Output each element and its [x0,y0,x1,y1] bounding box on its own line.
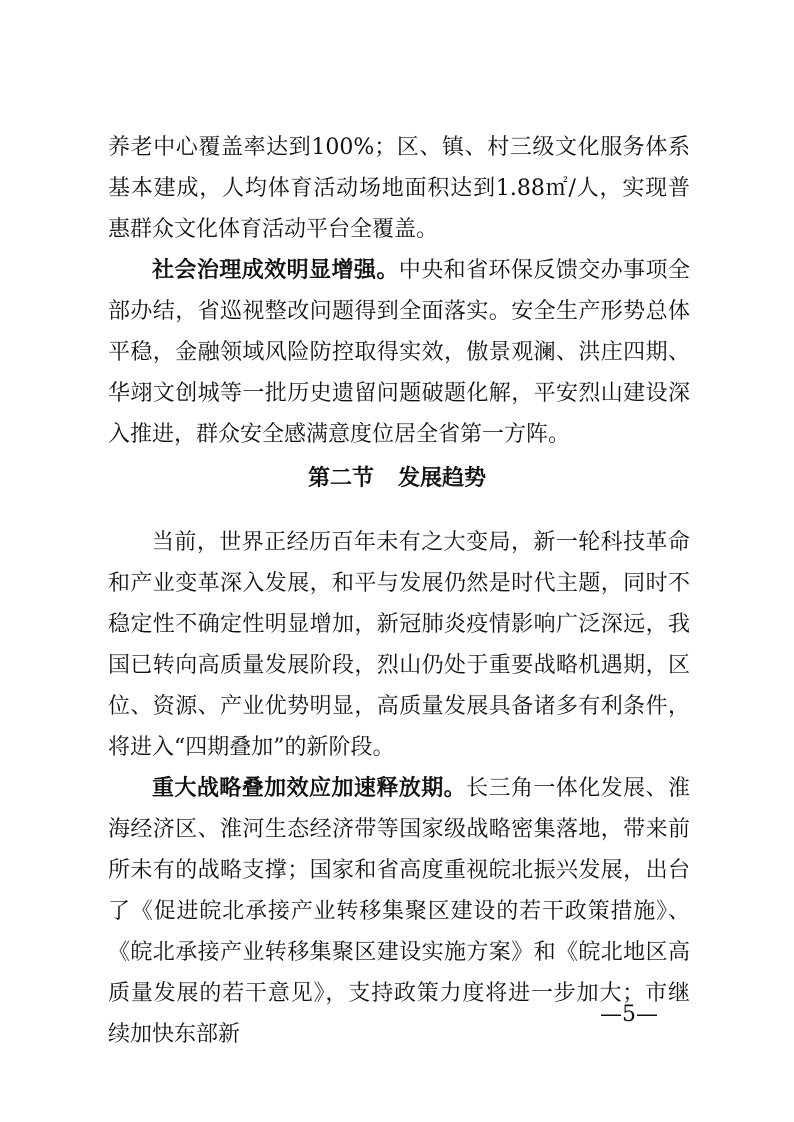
paragraph-text: 长三角一体化发展、淮海经济区、淮河生态经济带等国家级战略密集落地，带来前所未有的战略支撑；国家和省高度重视皖北振兴发展，出台了《促进皖北承接产业转移集聚区建设的若干政策措施》、《皖北承接产业转移集聚区建设实施方案》和《皖北地区高质量发展的若干意见》，支持政策力度将进一步加大；市继续加快东部新 [108,776,690,1047]
paragraph-text: 当前，世界正经历百年未有之大变局，新一轮科技革命和产业变革深入发展，和平与发展仍然是时代主题，同时不稳定性不确定性明显增加，新冠肺炎疫情影响广泛深远，我国已转向高质量发展阶段，烈山仍处于重要战略机遇期，区位、资源、产业优势明显，高质量发展具备诸多有利条件，将进入“四期叠加”的新阶段。 [108,530,690,760]
paragraph-text: 养老中心覆盖率达到100%；区、镇、村三级文化服务体系基本建成，人均体育活动场地面积达到1.88㎡/人，实现普惠群众文化体育活动平台全覆盖。 [108,135,690,242]
page-number: —5— [600,1002,658,1027]
section-title: 发展趋势 [398,466,487,491]
paragraph-lead: 社会治理成效明显增强。 [152,258,399,283]
paragraph-culture-sports [108,127,690,250]
paragraph-social-governance [108,250,690,455]
paragraph-text: 中央和省环保反馈交办事项全部办结，省巡视整改问题得到全面落实。安全生产形势总体平稳，金融领域风险防控取得实效，傲景观澜、洪庄四期、华翊文创城等一批历史遗留问题破题化解，平安烈山建设深入推进，群众安全感满意度位居全省第一方阵。 [108,258,690,447]
paragraph-current-situation [108,522,690,768]
paragraph-lead: 重大战略叠加效应加速释放期。 [152,776,467,801]
section-heading [0,462,794,496]
section-number: 第二节 [307,466,374,491]
